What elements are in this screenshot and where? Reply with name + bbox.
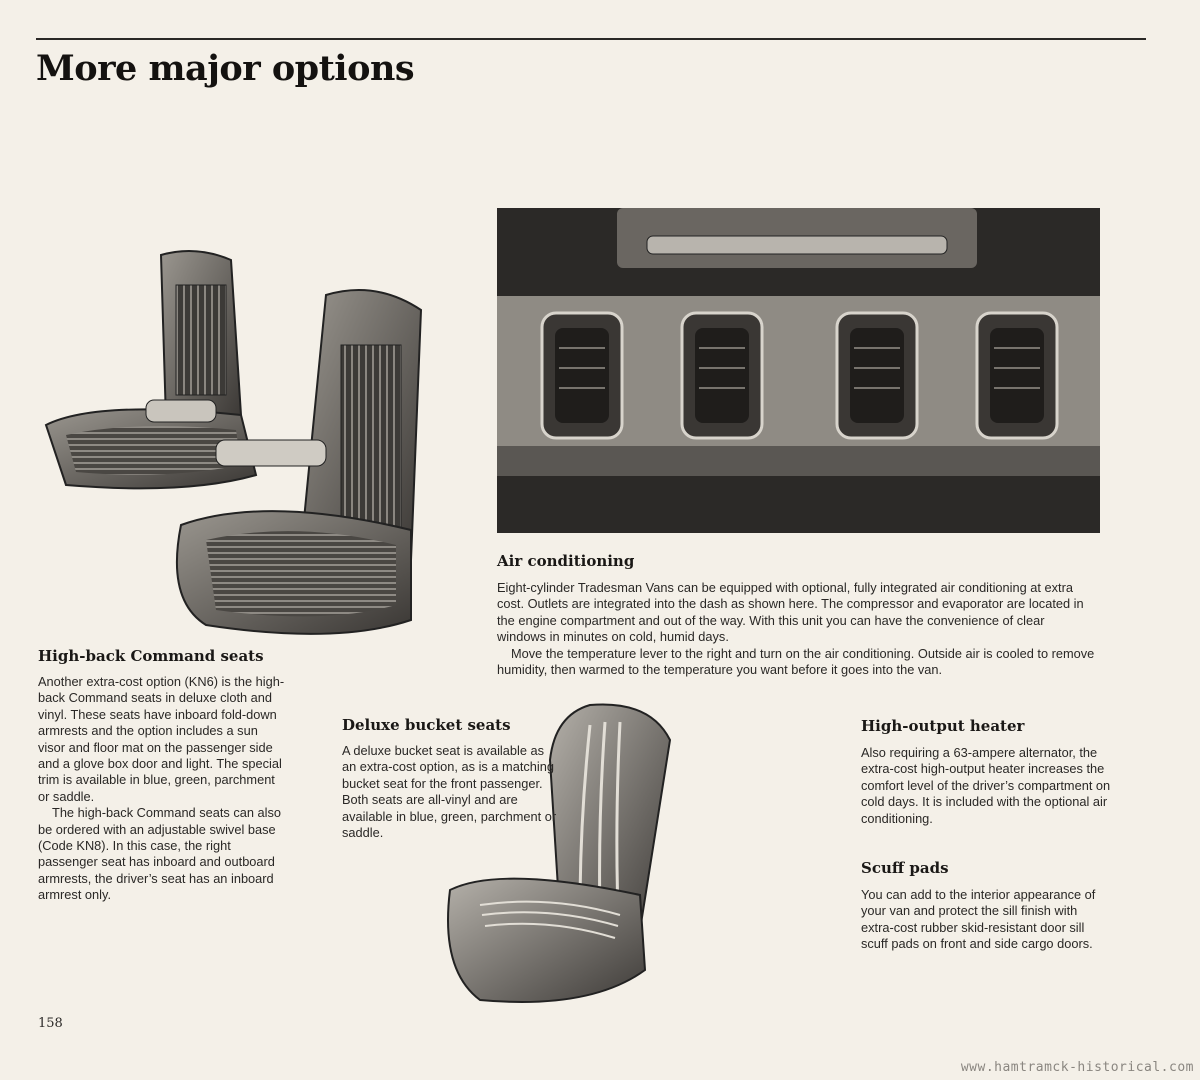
command-seats-paragraph-2: The high-back Command seats can also be ordered with an adjustable swivel base (Code KN8). In this case, the right passenger seat has inboard and outboard armrests, the driver’s seat has an inboard armrest only. — [38, 805, 282, 903]
air-conditioning-heading: Air conditioning — [497, 552, 635, 570]
scuff-pads-paragraph-1: You can add to the interior appearance of your van and protect the sill finish with extra-cost rubber skid-resistant door sill scuff pads on front and side cargo doors. — [861, 887, 1096, 952]
bucket-seats-paragraph-1: A deluxe bucket seat is available as an extra-cost option, as is a matching bucket seat for the front passenger. Both seats are all-vinyl and are available in blue, green, parchment or saddle. — [342, 743, 557, 841]
air-conditioning-paragraph-2: Move the temperature lever to the right and turn on the air conditioning. Outside air is cooled to remove humidity, then warmed to the temperature you want before it goes into the van. — [497, 645, 1095, 678]
top-rule — [36, 38, 1146, 40]
bucket-seats-heading: Deluxe bucket seats — [342, 716, 511, 734]
bucket-seats-text — [342, 743, 557, 841]
scuff-pads-text — [861, 887, 1111, 953]
air-conditioning-paragraph-1: Eight-cylinder Tradesman Vans can be equipped with optional, fully integrated air conditioning at extra cost. Outlets are integrated into the dash as shown here. The compressor and evaporator are located in the engine compartment and out of the way. With this unit you can have the convenience of clear windows in minutes on cold, humid days. — [497, 580, 1084, 645]
scuff-pads-heading: Scuff pads — [861, 859, 949, 877]
heater-text — [861, 745, 1111, 827]
air-conditioning-photo — [497, 208, 1100, 533]
site-watermark: www.hamtramck-historical.com — [960, 1060, 1194, 1075]
command-seats-text — [38, 674, 286, 904]
command-seats-heading: High-back Command seats — [38, 647, 264, 665]
heater-heading: High-output heater — [861, 717, 1025, 735]
command-seats-paragraph-1: Another extra-cost option (KN6) is the high-back Command seats in deluxe cloth and vinyl. These seats have inboard fold-down armrests and the option includes a sun visor and floor mat on the passenger side and a glove box door and light. The special trim is available in blue, green, parchment or saddle. — [38, 674, 285, 804]
command-seats-illustration — [36, 240, 456, 650]
air-conditioning-text — [497, 580, 1097, 678]
heater-paragraph-1: Also requiring a 63-ampere alternator, the extra-cost high-output heater increases the comfort level of the driver’s compartment on cold days. It is included with the optional air conditioning. — [861, 745, 1111, 826]
page-number: 158 — [38, 1016, 63, 1031]
page-title: More major options — [36, 48, 415, 89]
